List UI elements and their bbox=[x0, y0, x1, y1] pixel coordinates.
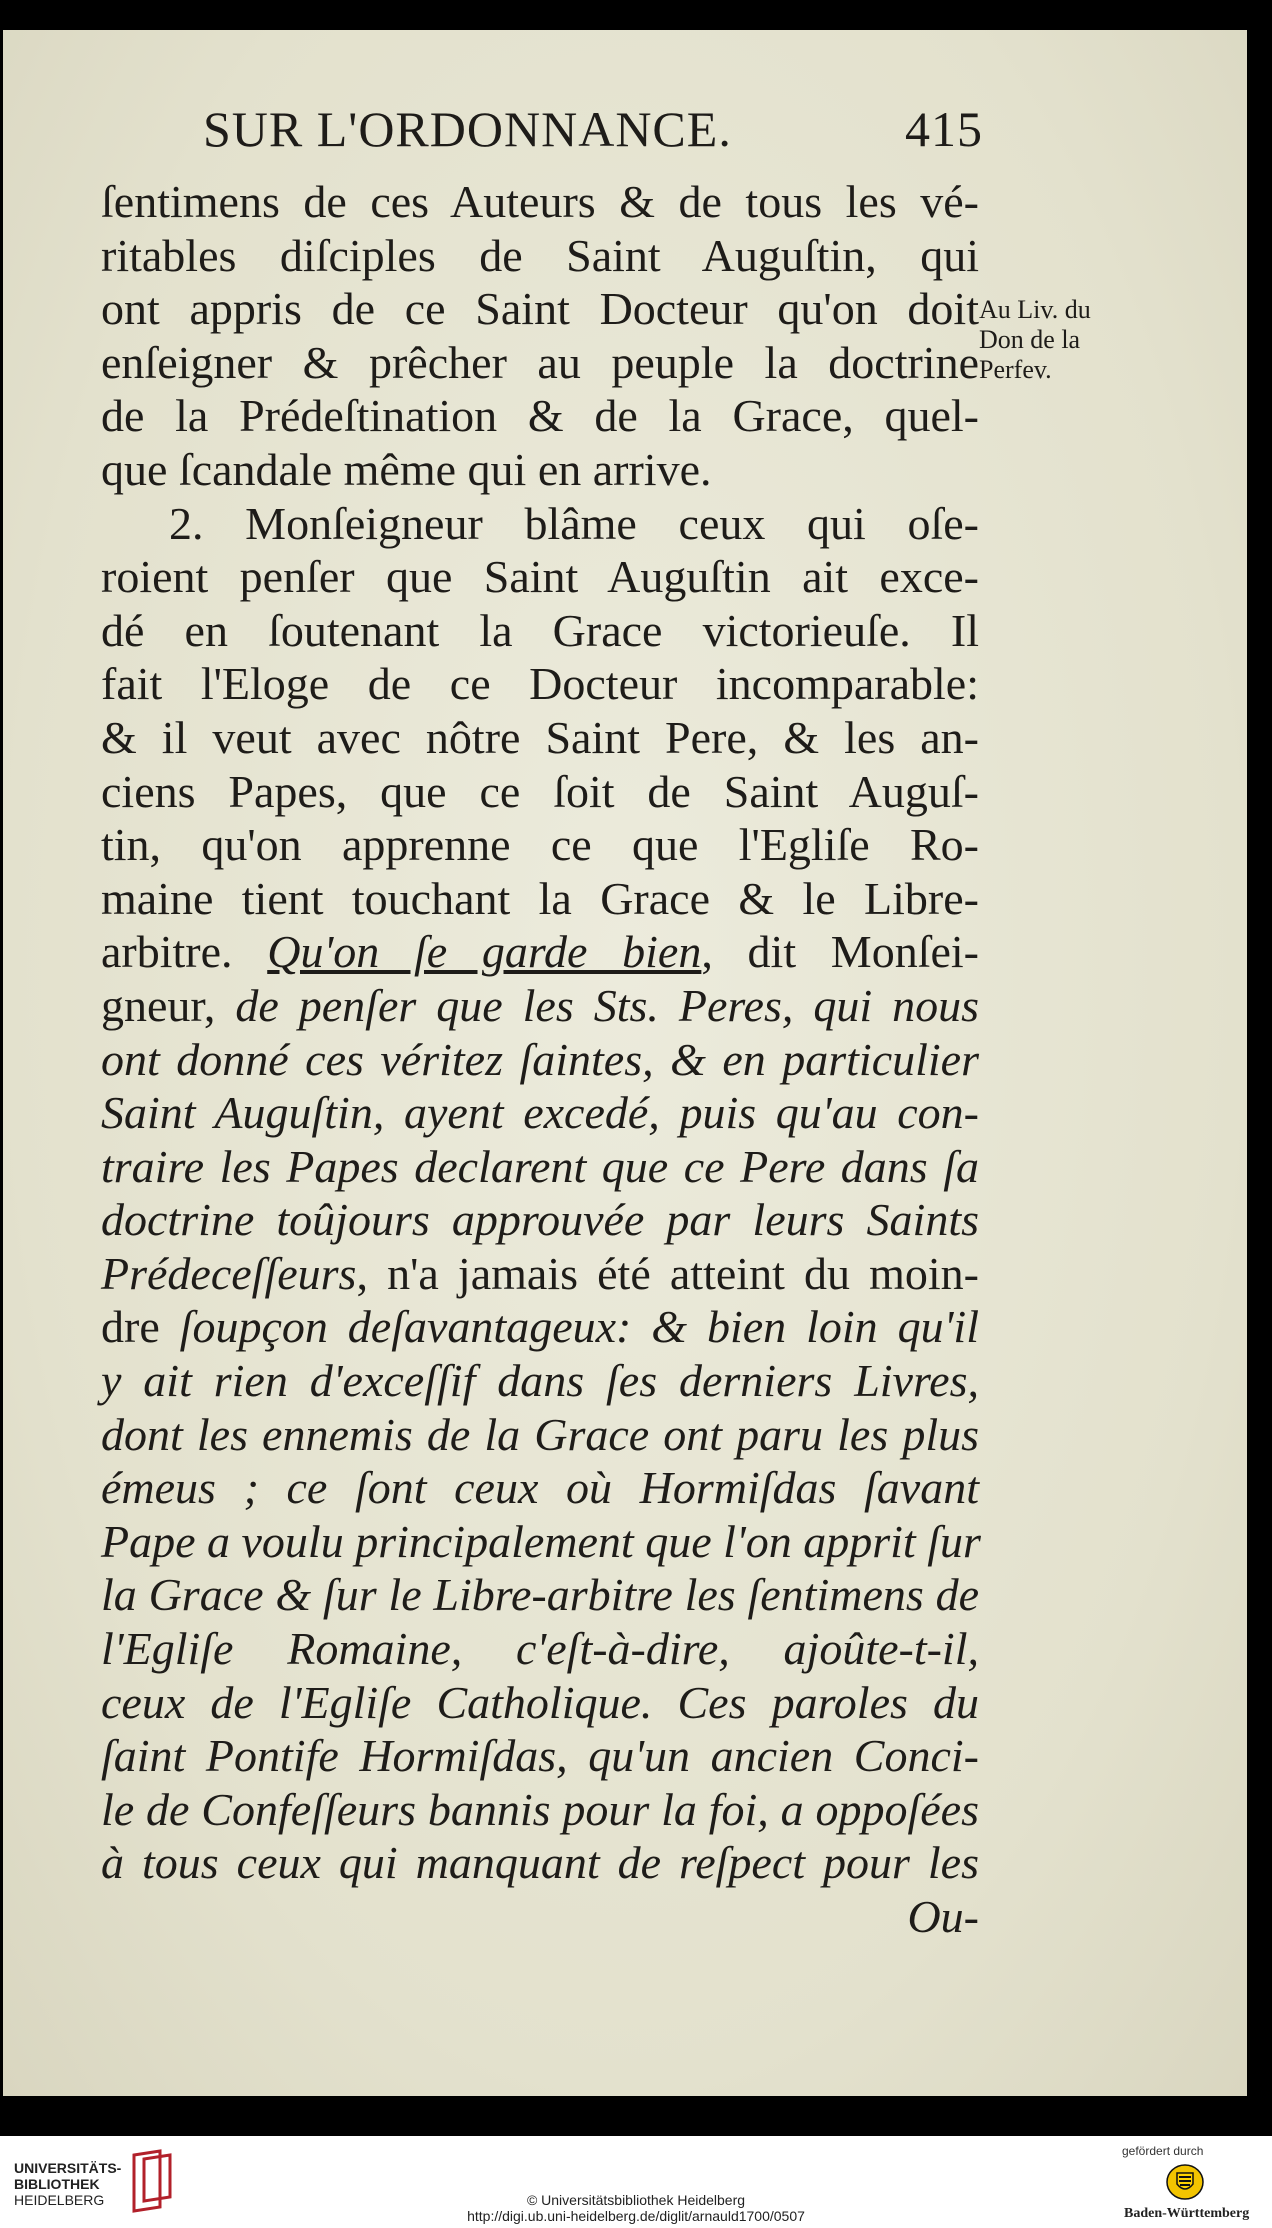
copyright-notice: © Universitätsbibliothek Heidelberg bbox=[526, 2192, 746, 2208]
running-title: SUR L'ORDONNANCE. bbox=[203, 101, 732, 157]
text-line: ciens Papes, que ce ſoit de Saint Auguſ- bbox=[101, 765, 979, 817]
margin-note-line: Don de la bbox=[979, 325, 1081, 354]
text-line: tin, qu'on apprenne ce que l'Egliſe Ro- bbox=[101, 819, 979, 871]
text-line: & il veut avec nôtre Saint Pere, & les an- bbox=[101, 711, 979, 763]
paragraph-start-line: 2. Monſeigneur blâme ceux qui oſe- bbox=[169, 497, 979, 549]
text-line: maine tient touchant la Grace & le Libre- bbox=[101, 872, 979, 924]
quotation-line: le de Confeſſeurs bannis pour la foi, a oppoſées bbox=[101, 1783, 979, 1835]
permalink[interactable]: http://digi.ub.uni-heidelberg.de/diglit/arnauld1700/0507 bbox=[467, 2208, 805, 2224]
quotation-line: ſaint Pontife Hormiſdas, qu'un ancien Conci- bbox=[101, 1730, 979, 1782]
viewer-footer bbox=[0, 2136, 1272, 2228]
book-page bbox=[3, 30, 1247, 2096]
text-line: ritables diſciples de Saint Auguſtin, qui bbox=[101, 229, 979, 281]
text-line: dre ſoupçon deſavantageux: & bien loin qu'il bbox=[101, 1301, 979, 1353]
quotation-line: ceux de l'Egliſe Catholique. Ces paroles du bbox=[101, 1676, 979, 1728]
text-line: de la Prédeſtination & de la Grace, quel- bbox=[101, 390, 979, 442]
quotation-line: ont donné ces véritez ſaintes, & en particulier bbox=[101, 1033, 979, 1085]
text-line: dé en ſoutenant la Grace victorieuſe. Il bbox=[101, 604, 979, 656]
margin-note-line: Au Liv. du bbox=[979, 295, 1091, 324]
catchword: Ou- bbox=[907, 1891, 979, 1942]
text-line: Prédeceſſeurs, n'a jamais été atteint du moin- bbox=[101, 1247, 979, 1299]
quotation-line: doctrine toûjours approuvée par leurs Saints bbox=[101, 1194, 979, 1246]
quotation-line: Pape a voulu principalement que l'on apprit ſur bbox=[101, 1515, 981, 1567]
text-line: que ſcandale même qui en arrive. bbox=[101, 443, 712, 495]
library-logo-text[interactable]: UNIVERSITÄTS- BIBLIOTHEK HEIDELBERG bbox=[14, 2160, 122, 2208]
text-line: roient penſer que Saint Auguſtin ait exce- bbox=[101, 551, 979, 603]
text-line: gneur, de penſer que les Sts. Peres, qui nous bbox=[101, 979, 979, 1031]
margin-note-line: Perfev. bbox=[979, 355, 1052, 384]
quotation-line: Saint Auguſtin, ayent excedé, puis qu'au con- bbox=[101, 1087, 979, 1139]
quotation-line: y ait rien d'exceſſif dans ſes derniers Livres, bbox=[101, 1355, 979, 1407]
text-line: fait l'Eloge de ce Docteur incomparable: bbox=[101, 658, 979, 710]
quotation-line: à tous ceux qui manquant de reſpect pour les bbox=[101, 1837, 979, 1889]
text-line: arbitre. Qu'on ſe garde bien, dit Monſei- bbox=[101, 926, 979, 978]
page-number: 415 bbox=[905, 101, 983, 157]
text-line: enſeigner & prêcher au peuple la doctrine bbox=[101, 336, 979, 388]
quotation-line: dont les ennemis de la Grace ont paru les plus bbox=[101, 1408, 979, 1460]
margin-note bbox=[979, 295, 1129, 385]
funded-by-label: gefördert durch bbox=[1122, 2144, 1204, 2158]
text-line: ont appris de ce Saint Docteur qu'on doit bbox=[101, 283, 979, 335]
state-crest-icon bbox=[1166, 2164, 1204, 2200]
body-text bbox=[101, 175, 979, 1944]
state-name: Baden-Württemberg bbox=[1124, 2206, 1250, 2221]
quotation-line: traire les Papes declarent que ce Pere dans ſa bbox=[101, 1140, 979, 1192]
quotation-line: l'Egliſe Romaine, c'eſt-à-dire, ajoûte-t-il, bbox=[101, 1623, 979, 1675]
quotation-line: la Grace & ſur le Libre-arbitre les ſentimens de bbox=[101, 1569, 979, 1621]
text-line: ſentimens de ces Auteurs & de tous les vé- bbox=[101, 176, 979, 227]
quotation-line: émeus ; ce ſont ceux où Hormiſdas ſavant bbox=[101, 1462, 979, 1514]
